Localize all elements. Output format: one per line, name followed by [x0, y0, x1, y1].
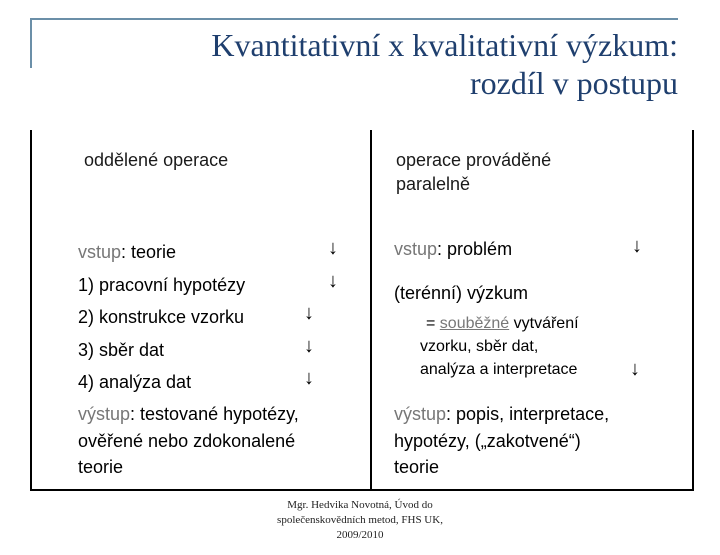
right-header-line-1: operace prováděné: [396, 150, 552, 170]
footer-credit: [255, 498, 465, 543]
down-arrow-icon: ↓: [632, 235, 642, 257]
right-output-line-3: teorie: [394, 457, 440, 477]
accent-line-left: [30, 18, 32, 68]
left-column-header: oddělené operace: [84, 150, 229, 170]
right-parallel-line-2: vzorku, sběr dat,: [420, 338, 539, 355]
footer-line-3: 2009/2010: [336, 529, 384, 541]
accent-line-top: [30, 18, 678, 20]
frame-bottom-border: [30, 489, 694, 491]
down-arrow-icon: ↓: [304, 367, 314, 389]
left-step-2: 2) konstrukce vzorku: [78, 307, 245, 327]
left-input-line: [78, 240, 176, 264]
left-output-line-1: [78, 402, 299, 426]
down-arrow-icon: ↓: [630, 358, 640, 380]
down-arrow-icon: ↓: [328, 237, 338, 259]
frame-right-border: [692, 130, 694, 491]
down-arrow-icon: ↓: [328, 270, 338, 292]
footer-line-1: Mgr. Hedvika Novotná, Úvod do: [287, 499, 433, 511]
equals-sign: =: [426, 315, 440, 332]
right-input-line: [394, 237, 512, 261]
left-input-text: : teorie: [121, 242, 177, 262]
title-line-1: Kvantitativní x kvalitativní výzkum:: [211, 27, 678, 63]
parallel-rest: vytváření: [509, 315, 579, 332]
right-output-text: : popis, interpretace,: [446, 404, 610, 424]
title-line-2: rozdíl v postupu: [470, 65, 678, 101]
left-step-4: 4) analýza dat: [78, 372, 192, 392]
left-input-prefix: vstup: [78, 242, 122, 262]
right-research-line: (terénní) výzkum: [394, 283, 529, 303]
right-output-line-1: [394, 402, 609, 426]
down-arrow-icon: ↓: [304, 335, 314, 357]
right-output-line-2: hypotézy, („zakotvené“): [394, 431, 581, 451]
column-divider: [370, 130, 372, 491]
right-parallel-line-3: analýza a interpretace: [420, 361, 578, 378]
left-output-line-2: ověřené nebo zdokonalené: [78, 431, 296, 451]
slide-title: [78, 26, 678, 102]
footer-line-2: společenskovědních metod, FHS UK,: [277, 514, 443, 526]
right-column-header: [396, 148, 551, 196]
right-parallel-line-1: [426, 313, 579, 335]
down-arrow-icon: ↓: [304, 302, 314, 324]
right-header-line-2: paralelně: [396, 174, 471, 194]
left-step-1: 1) pracovní hypotézy: [78, 275, 246, 295]
parallel-keyword: souběžné: [439, 315, 510, 332]
right-input-text: : problém: [437, 239, 513, 259]
frame-left-border: [30, 130, 32, 490]
left-output-text: : testované hypotézy,: [130, 404, 299, 424]
left-output-line-3: teorie: [78, 457, 124, 477]
left-step-3: 3) sběr dat: [78, 340, 165, 360]
right-output-prefix: výstup: [394, 404, 447, 424]
left-output-prefix: výstup: [78, 404, 131, 424]
right-input-prefix: vstup: [394, 239, 438, 259]
